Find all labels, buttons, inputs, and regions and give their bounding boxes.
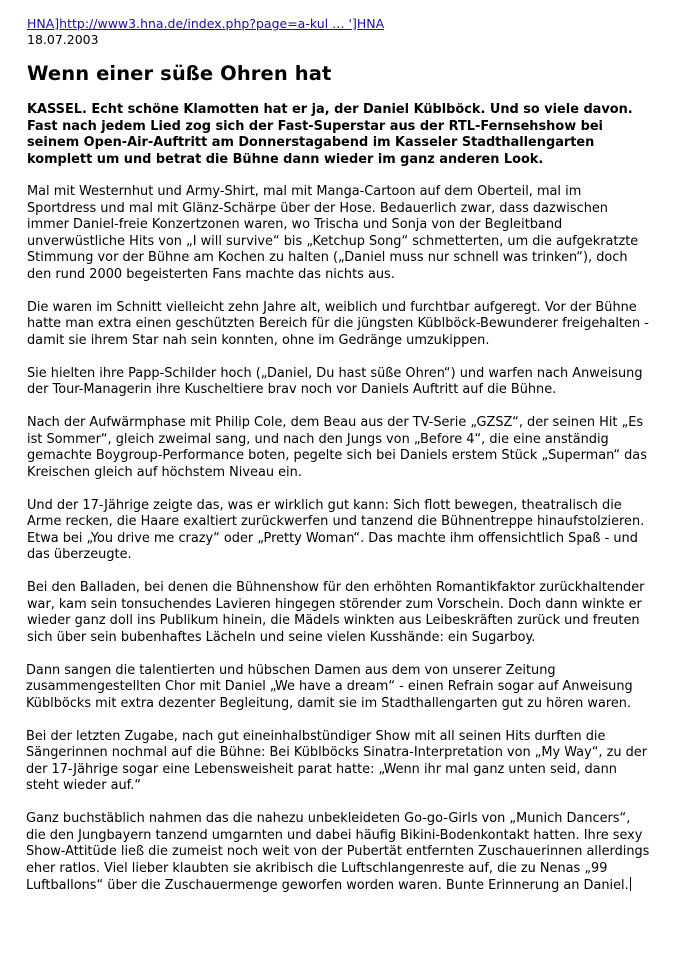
article-paragraph-3: Sie hielten ihre Papp-Schilder hoch („Daniel, Du hast süße Ohren“) und warfen nach Anweisung der Tour-Managerin ihre Kuscheltiere brav noch vor Daniels Auftritt auf die Bühne.	[27, 365, 643, 397]
article-paragraph-9[interactable]	[26, 811, 653, 895]
article-paragraph-6: Bei den Balladen, bei denen die Bühnenshow für den erhöhten Romantikfaktor zurückhaltender war, kam sein tonsuchendes Lavieren hingegen störender zum Vorschein. Doch dann winkte er wieder ganz doll ins Publikum hinein, die Mädels winkten aus Leibeskräften zurück und freuten sich über sein bubenhaftes Lächeln und seine vielen Kusshände: ein Sugarboy.	[27, 580, 645, 645]
source-link[interactable]: HNA]http://www3.hna.de/index.php?page=a-kul … ']HNA	[27, 16, 385, 31]
article-paragraph-9-text: Ganz buchstäblich nahmen das die nahezu unbekleideten Go-go-Girls von „Munich Dancers“, die den Jungbayern tanzend umgarnten und dabei häufig Bikini-Bodenkontakt hatten. Ihre sexy Show-Attitüde ließ die zumeist noch weit von der Pubertät entfernten Zuschauerinnen allerdings eher ratlos. Viel lieber klaubten sie akribisch die Luftschlangenreste auf, die zu Nenas „99 Luftballons“ über die Zuschauermenge geworfen worden waren. Bunte Erinnerung an Daniel.	[26, 811, 650, 893]
article-title: Wenn einer süße Ohren hat	[27, 62, 332, 85]
article-lead: KASSEL. Echt schöne Klamotten hat er ja, der Daniel Küblböck. Und so viele davon. Fast nach jedem Lied zog sich der Fast-Superstar aus der RTL-Fernsehshow bei seinem Open-Air-Auftritt am Donnerstagabend im Kasseler Stadthallengarten komplett um und betrat die Bühne dann wieder im ganz anderen Look.	[27, 102, 633, 167]
text-cursor	[630, 877, 631, 891]
article-paragraph-2: Die waren im Schnitt vielleicht zehn Jahre alt, weiblich und furchtbar aufgeregt. Vor der Bühne hatte man extra einen geschützten Bereich für die jüngsten Küblböck-Bewunderer freigehalten - damit sie ihrem Star nah sein konnten, ohne im Gedränge umzukippen.	[27, 299, 649, 348]
article-paragraph-8: Bei der letzten Zugabe, nach gut eineinhalbstündiger Show mit all seinen Hits durften die Sängerinnen nochmal auf die Bühne: Bei Küblböcks Sinatra-Interpretation von „My Way“, zu der der 17-Jährige sogar eine Lebensweisheit parat hatte: „Wenn ihr mal ganz unten seid, dann steht wieder auf.“	[26, 728, 648, 793]
article-paragraph-5: Und der 17-Jährige zeigte das, was er wirklich gut kann: Sich flott bewegen, theatralisch die Arme recken, die Haare exaltiert zurückwerfen und tanzend die Bühnentreppe hinaufstolzieren. Etwa bei „You drive me crazy“ oder „Pretty Woman“. Das machte ihm offensichtlich Spaß - und das überzeugte.	[27, 497, 645, 562]
document-page	[27, 16, 653, 911]
publication-date: 18.07.2003	[27, 32, 99, 47]
article-paragraph-4: Nach der Aufwärmphase mit Philip Cole, dem Beau aus der TV-Serie „GZSZ“, der seinen Hit „Es ist Sommer“, gleich zweimal sang, und nach den Jungs von „Before 4“, die eine anständig gemachte Boygroup-Performance boten, pegelte sich bei Daniels erstem Stück „Superman“ das Kreischen gleich auf höchstem Niveau ein.	[27, 415, 647, 480]
article-paragraph-7: Dann sangen die talentierten und hübschen Damen aus dem von unserer Zeitung zusammengestellten Chor mit Daniel „We have a dream“ - einen Refrain sogar auf Anweisung Küblböcks mit extra dezenter Begleitung, damit sie im Stadthallengarten gut zu hören waren.	[26, 662, 633, 711]
article-paragraph-1: Mal mit Westernhut und Army-Shirt, mal mit Manga-Cartoon auf dem Oberteil, mal im Sportdress und mal mit Glänz-Schärpe über der Hose. Bedauerlich zwar, dass dazwischen immer Daniel-freie Konzertzonen waren, wo Trischa und Sonja von der Begleitband unverwüstliche Hits von „I will survive“ bis „Ketchup Song“ schmetterten, um die aufgekratzte Stimmung vor der Bühne am Kochen zu halten („Daniel muss nur schnell was trinken“), doch den rund 2000 begeisterten Fans machte das nichts aus.	[27, 184, 639, 282]
